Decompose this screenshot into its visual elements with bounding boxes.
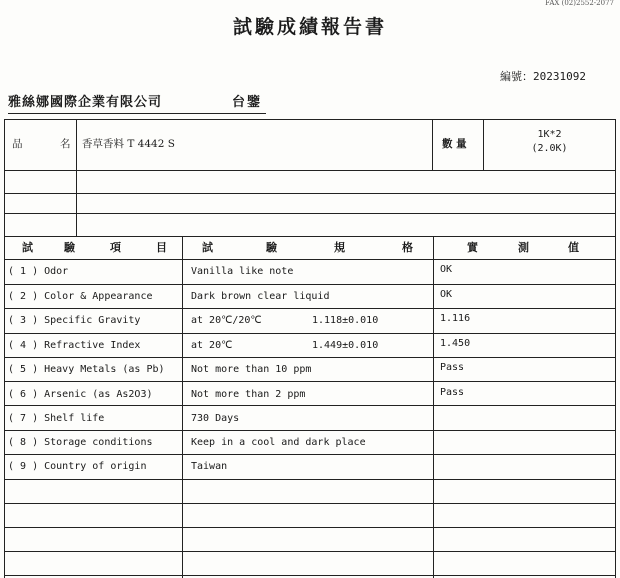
row-3-spec: at 20℃/20℃ bbox=[191, 315, 262, 326]
header-item-char-1: 試 bbox=[22, 241, 34, 254]
row-6-item: ( 6 ) Arsenic (as As2O3) bbox=[8, 389, 153, 400]
row-1-result: OK bbox=[440, 264, 453, 275]
header-item-char-2: 驗 bbox=[64, 241, 76, 254]
quantity-value-line2: (2.0K) bbox=[531, 143, 568, 154]
row-2-spec: Dark brown clear liquid bbox=[191, 291, 330, 302]
recipient-salutation: 台鑒 bbox=[232, 95, 263, 110]
company-name: 雅絲娜國際企業有限公司 bbox=[8, 95, 163, 110]
product-name-label-2: 名 bbox=[60, 138, 71, 150]
product-name-value: 香草香料 T 4442 S bbox=[82, 138, 175, 150]
header-spec-char-4: 格 bbox=[402, 241, 414, 254]
header-result-char-2: 測 bbox=[518, 241, 530, 254]
quantity-label: 數 量 bbox=[442, 138, 467, 150]
header-item-char-4: 目 bbox=[156, 241, 168, 254]
top-note: FAX (02)2552-2077 bbox=[545, 0, 614, 7]
row-6-spec: Not more than 2 ppm bbox=[191, 389, 306, 400]
row-8-item: ( 8 ) Storage conditions bbox=[8, 437, 153, 448]
row-2-item: ( 2 ) Color & Appearance bbox=[8, 291, 153, 302]
row-1-spec: Vanilla like note bbox=[191, 266, 294, 277]
row-3-spec-value: 1.118±0.010 bbox=[312, 315, 379, 326]
row-3-result: 1.116 bbox=[440, 313, 471, 324]
row-3-item: ( 3 ) Specific Gravity bbox=[8, 315, 141, 326]
row-7-spec: 730 Days bbox=[191, 413, 240, 424]
row-9-item: ( 9 ) Country of origin bbox=[8, 461, 147, 472]
row-4-spec-value: 1.449±0.010 bbox=[312, 340, 379, 351]
header-spec-char-2: 驗 bbox=[266, 241, 278, 254]
header-result-char-1: 實 bbox=[467, 241, 479, 254]
header-item-char-3: 項 bbox=[110, 241, 122, 254]
row-7-item: ( 7 ) Shelf life bbox=[8, 413, 105, 424]
row-5-result: Pass bbox=[440, 362, 465, 373]
product-name-label-1: 品 bbox=[12, 138, 23, 150]
header-result-char-3: 值 bbox=[568, 241, 580, 254]
document-title: 試驗成績報告書 bbox=[232, 16, 387, 38]
row-9-spec: Taiwan bbox=[191, 461, 228, 472]
header-spec-char-1: 試 bbox=[202, 241, 214, 254]
row-4-item: ( 4 ) Refractive Index bbox=[8, 340, 141, 351]
row-6-result: Pass bbox=[440, 387, 465, 398]
row-4-result: 1.450 bbox=[440, 338, 471, 349]
row-5-spec: Not more than 10 ppm bbox=[191, 364, 312, 375]
document-number-value: 20231092 bbox=[533, 70, 586, 83]
row-8-spec: Keep in a cool and dark place bbox=[191, 437, 366, 448]
row-5-item: ( 5 ) Heavy Metals (as Pb) bbox=[8, 364, 165, 375]
row-4-spec: at 20℃ bbox=[191, 340, 233, 351]
quantity-value-line1: 1K*2 bbox=[537, 129, 562, 140]
header-spec-char-3: 規 bbox=[334, 241, 346, 254]
document-number-label: 編號： bbox=[500, 70, 534, 83]
row-1-item: ( 1 ) Odor bbox=[8, 266, 69, 277]
row-2-result: OK bbox=[440, 289, 453, 300]
